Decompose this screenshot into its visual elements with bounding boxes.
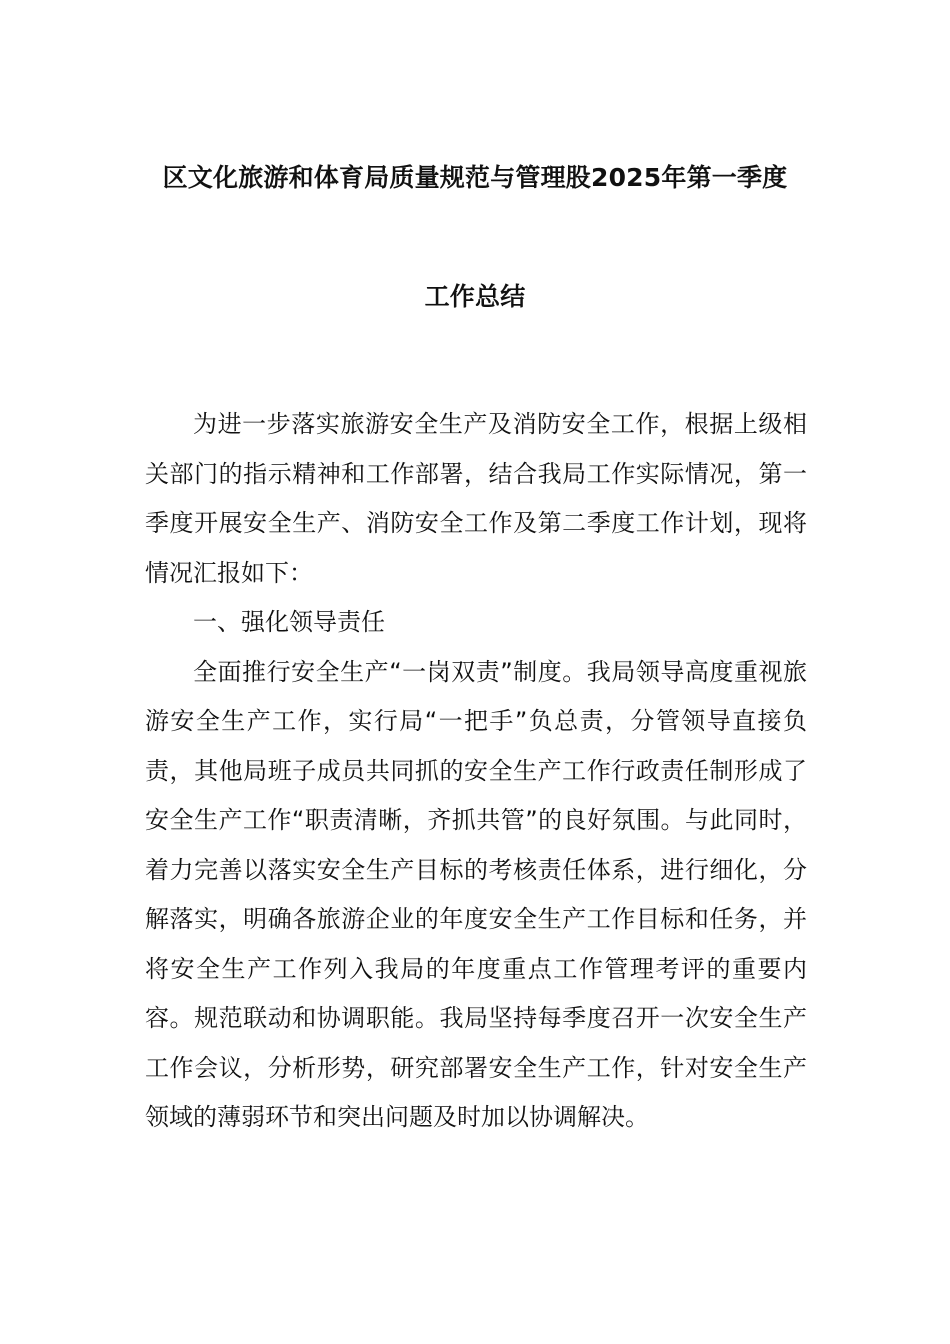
section-heading-1: 一、强化领导责任 (193, 608, 385, 636)
paragraph-section-1: 全面推行安全生产“一岗双责”制度。我局领导高度重视旅游安全生产工作，实行局“一把手”负总责，分管领导直接负责，其他局班子成员共同抓的安全生产工作行政责任制形成了安全生产工作“职责清晰，齐抓共管”的良好氛围。与此同时，着力完善以落实安全生产目标的考核责任体系，进行细化，分解落实，明确各旅游企业的年度安全生产工作目标和任务，并将安全生产工作列入我局的年度重点工作管理考评的重要内容。规范联动和协调职能。我局坚持每季度召开一次安全生产工作会议，分析形势，研究部署安全生产工作，针对安全生产领域的薄弱环节和突出问题及时加以协调解决。 (145, 657, 807, 1131)
paragraph-intro: 为进一步落实旅游安全生产及消防安全工作，根据上级相关部门的指示精神和工作部署，结合我局工作实际情况，第一季度开展安全生产、消防安全工作及第二季度工作计划，现将情况汇报如下： (145, 410, 807, 587)
document-title-line-1: 区文化旅游和体育局质量规范与管理股2025年第一季度 (162, 163, 788, 192)
document-title-line-2: 工作总结 (424, 282, 526, 311)
document-body (145, 400, 807, 1143)
